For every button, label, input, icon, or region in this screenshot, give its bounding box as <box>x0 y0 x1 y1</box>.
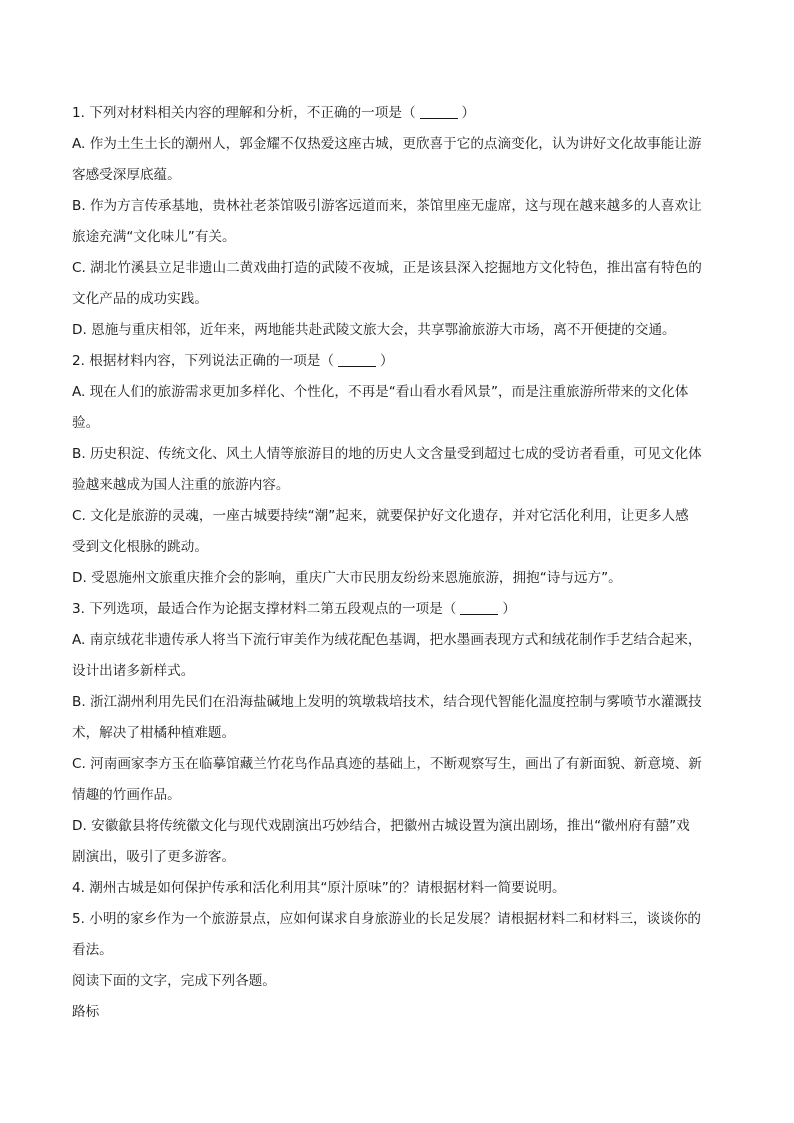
option-c: C. 湖北竹溪县立足非遗山二黄戏曲打造的武陵不夜城，正是该县深入挖掘地方文化特色，推出富有特色的 文化产品的成功实践。 <box>72 260 702 307</box>
option-a: A. 现在人们的旅游需求更加多样化、个性化，不再是“看山看水看风景”，而是注重旅游所带来的文化体 验。 <box>72 384 689 431</box>
option-a: A. 南京绒花非遗传承人将当下流行审美作为绒花配色基调，把水墨画表现方式和绒花制作手艺结合起来， 设计出诸多新样式。 <box>72 632 702 679</box>
question-3 <box>72 594 722 873</box>
option-d: D. 恩施与重庆相邻，近年来，两地能共赴武陵文旅大会，共享鄂渝旅游大市场，离不开便捷的交通。 <box>72 322 676 338</box>
option-c: C. 河南画家李方玉在临摹馆藏兰竹花鸟作品真迹的基础上，不断观察写生，画出了有新面貌、新意境、新 情趣的竹画作品。 <box>72 756 702 803</box>
answer-blank <box>338 352 376 367</box>
option-b: B. 历史积淀、传统文化、风土人情等旅游目的地的历史人文含量受到超过七成的受访者看重，可见文化体 验越来越成为国人注重的旅游内容。 <box>72 446 702 493</box>
option-d: D. 安徽歙县将传统徽文化与现代戏剧演出巧妙结合，把徽州古城设置为演出剧场，推出“徽州府有囍”戏 剧演出，吸引了更多游客。 <box>72 818 690 865</box>
question-5: 5. 小明的家乡作为一个旅游景点，应如何谋求自身旅游业的长足发展？请根据材料二和材料三，谈谈你的 看法。 <box>72 911 702 958</box>
option-a: A. 作为土生土长的潮州人，郭金耀不仅热爱这座古城，更欣喜于它的点滴变化，认为讲好文化故事能让游 客感受深厚底蕴。 <box>72 136 702 183</box>
option-b: B. 浙江湖州利用先民们在沿海盐碱地上发明的筑墩栽培技术，结合现代智能化温度控制与雾喷节水灌溉技 术，解决了柑橘种植难题。 <box>72 694 702 741</box>
question-stem: 1. 下列对材料相关内容的理解和分析，不正确的一项是（ ） <box>72 105 476 121</box>
document-page <box>72 98 722 1028</box>
reading-instruction: 阅读下面的文字，完成下列各题。 <box>72 973 276 989</box>
question-stem: 3. 下列选项，最适合作为论据支撑材料二第五段观点的一项是（ ） <box>72 601 516 617</box>
option-c: C. 文化是旅游的灵魂，一座古城要持续“潮”起来，就要保护好文化遗存，并对它活化利用，让更多人感 受到文化根脉的跳动。 <box>72 508 689 555</box>
answer-blank <box>420 104 458 119</box>
question-1 <box>72 98 722 346</box>
question-4: 4. 潮州古城是如何保护传承和活化利用其“原汁原味”的？请根据材料一简要说明。 <box>72 880 566 896</box>
passage-title: 路标 <box>72 1004 100 1020</box>
answer-blank <box>460 600 498 615</box>
option-b: B. 作为方言传承基地，贵林社老茶馆吸引游客远道而来，茶馆里座无虚席，这与现在越来越多的人喜欢让 旅途充满“文化味儿”有关。 <box>72 198 702 245</box>
option-d: D. 受恩施州文旅重庆推介会的影响，重庆广大市民朋友纷纷来恩施旅游，拥抱“诗与远方”。 <box>72 570 622 586</box>
question-2 <box>72 346 722 594</box>
question-stem: 2. 根据材料内容，下列说法正确的一项是（ ） <box>72 353 394 369</box>
